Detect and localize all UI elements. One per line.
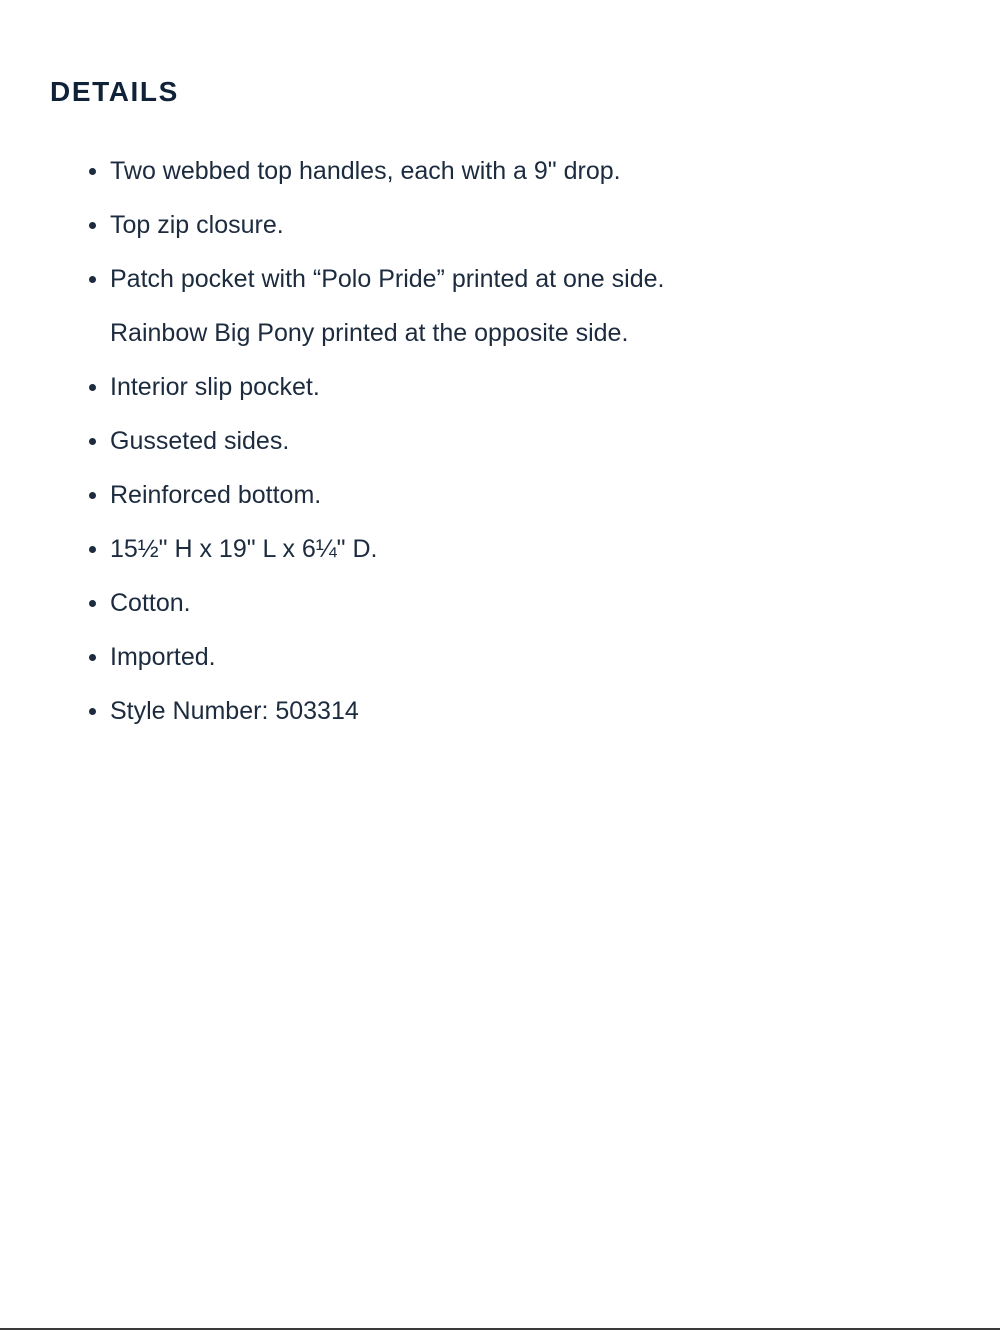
details-item-closure — [50, 198, 950, 252]
details-item-text: Interior slip pocket. — [110, 373, 320, 401]
details-item-style-number — [50, 684, 950, 738]
details-item-text: Gusseted sides. — [110, 427, 290, 455]
details-item-dimensions — [50, 522, 950, 576]
bullet-icon — [89, 600, 96, 607]
bullet-icon — [89, 276, 96, 283]
bullet-icon — [89, 654, 96, 661]
bullet-icon — [89, 222, 96, 229]
bullet-icon — [89, 384, 96, 391]
details-item-text: Cotton. — [110, 589, 191, 617]
details-item-text: Style Number: 503314 — [110, 697, 359, 725]
details-item-text: Patch pocket with “Polo Pride” printed at one side. — [110, 265, 665, 293]
bullet-icon — [89, 438, 96, 445]
details-item-text: Top zip closure. — [110, 211, 284, 239]
details-item-patch-pocket — [50, 252, 950, 360]
details-item-sides — [50, 414, 950, 468]
details-item-text: 15½" H x 19" L x 6¼" D. — [110, 535, 378, 563]
bullet-icon — [89, 546, 96, 553]
details-item-text: Two webbed top handles, each with a 9" drop. — [110, 157, 621, 185]
bullet-icon — [89, 708, 96, 715]
bullet-icon — [89, 168, 96, 175]
details-item-text-continuation: Rainbow Big Pony printed at the opposite side. — [110, 319, 629, 347]
details-item-bottom — [50, 468, 950, 522]
details-item-handles — [50, 144, 950, 198]
details-item-origin — [50, 630, 950, 684]
details-heading: DETAILS — [50, 76, 179, 107]
details-item-text: Imported. — [110, 643, 216, 671]
product-details-section — [50, 74, 950, 725]
details-item-material — [50, 576, 950, 630]
bullet-icon — [89, 492, 96, 499]
details-item-text: Reinforced bottom. — [110, 481, 322, 509]
details-list — [50, 144, 950, 738]
details-item-interior-pocket — [50, 360, 950, 414]
